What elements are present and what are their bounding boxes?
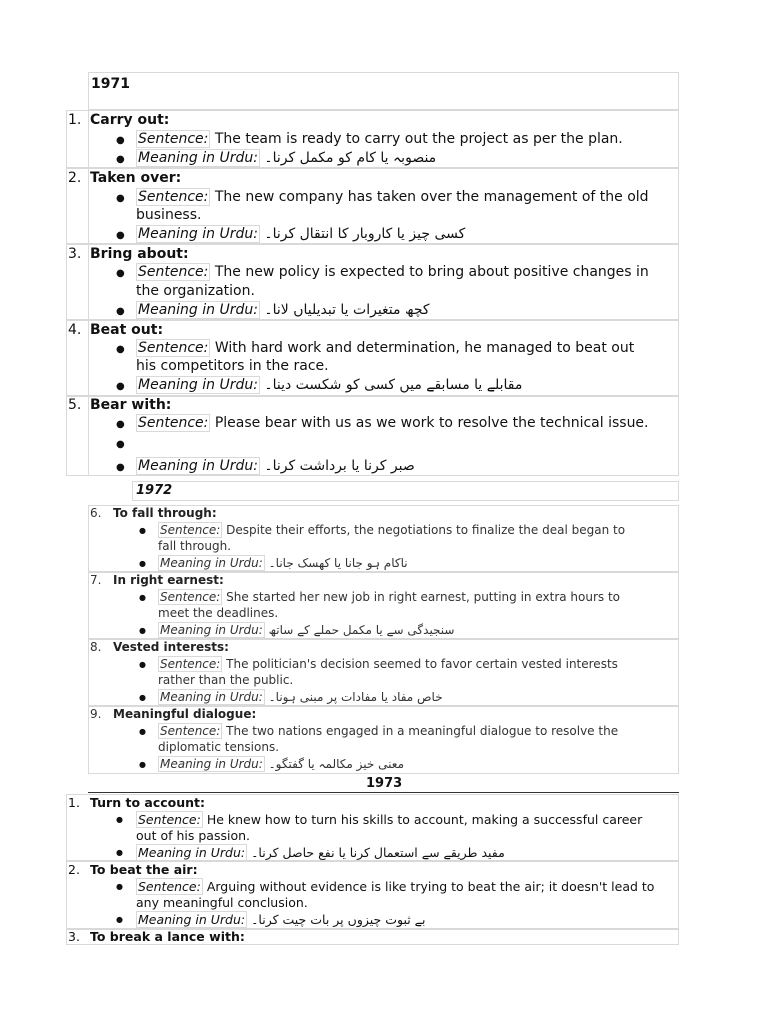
sentence-label: Sentence: [138,264,209,280]
phrase-heading: Vested interests: [113,640,229,654]
bullet: ● [116,154,125,165]
phrase-heading: Bring about: [90,246,189,262]
sentence-continuation: out of his passion. [136,828,250,843]
sentence-text: Please bear with us as we work to resolve the technical issue. [210,415,649,431]
year-heading-1971: 1971 [91,76,130,92]
sentence-continuation: fall through. [158,539,232,553]
year-heading-1973: 1973 [366,776,403,791]
meaning-text: مفید طریقے سے استعمال کرنا یا نفع حاصل کرنا۔ [247,845,505,860]
meaning-text: کسی چیز یا کاروبار کا انتقال کرنا۔ [259,226,466,242]
sentence-label: Sentence: [160,657,221,671]
item-number: 2. [68,862,80,877]
sentence-label: Sentence: [138,131,209,147]
bullet: ● [139,727,146,736]
bullet: ● [139,559,146,568]
bullet: ● [116,268,125,279]
sentence-continuation: his competitors in the race. [136,358,329,374]
meaning-text: مقابلے یا مسابقے میں کسی کو شکست دینا۔ [259,377,523,393]
sentence-text: The new company has taken over the management of the old [210,189,649,205]
phrase-heading: Turn to account: [90,795,205,810]
meaning-text: سنجیدگی سے یا مکمل حملے کے ساتھ [264,623,455,637]
meaning-line [158,623,454,637]
meaning-label: Meaning in Urdu: [138,226,258,242]
meaning-label: Meaning in Urdu: [138,912,246,927]
meaning-line [136,226,465,242]
bullet: ● [116,135,125,146]
sentence-line [158,657,618,671]
phrase-heading: To fall through: [113,506,217,520]
phrase-heading: In right earnest: [113,573,224,587]
sentence-label: Sentence: [138,340,209,356]
sentence-text: The politician's decision seemed to favor certain vested interests [222,657,618,671]
sentence-continuation: any meaningful conclusion. [136,895,308,910]
meaning-text: صبر کرنا یا برداشت کرنا۔ [259,458,415,474]
bullet: ● [116,419,125,430]
meaning-label: Meaning in Urdu: [160,690,263,704]
sentence-continuation: business. [136,207,202,223]
sentence-text: Despite their efforts, the negotiations to finalize the deal began to [222,523,626,537]
item-number: 9. [90,707,102,721]
sentence-label: Sentence: [160,724,221,738]
bullet: ● [139,626,146,635]
bullet: ● [116,193,125,204]
meaning-text: ناکام ہو جانا یا کھسک جانا۔ [264,556,408,570]
meaning-label: Meaning in Urdu: [138,377,258,393]
meaning-line [136,845,505,860]
sentence-line [158,523,625,537]
bullet: ● [116,915,123,924]
bullet: ● [116,306,125,317]
phrase-heading: To beat the air: [90,862,198,877]
sentence-label: Sentence: [138,189,209,205]
sentence-continuation: diplomatic tensions. [158,740,280,754]
item-number: 3. [68,929,80,944]
sentence-label: Sentence: [160,523,221,537]
meaning-line [136,377,522,393]
bullet: ● [116,381,125,392]
bullet: ● [116,344,125,355]
bullet: ● [139,593,146,602]
meaning-label: Meaning in Urdu: [138,150,258,166]
sentence-label: Sentence: [138,415,209,431]
meaning-text: خاص مفاد یا مفادات پر مبنی ہونا۔ [264,690,443,704]
sentence-text: He knew how to turn his skills to account, making a successful career [202,812,643,827]
sentence-line [136,879,654,894]
sentence-continuation: meet the deadlines. [158,606,279,620]
bullet: ● [116,230,125,241]
meaning-line [158,757,404,771]
meaning-label: Meaning in Urdu: [138,845,246,860]
sentence-line [136,812,642,827]
meaning-label: Meaning in Urdu: [138,458,258,474]
sentence-label: Sentence: [138,812,201,827]
item-number: 1. [68,112,82,128]
item-number: 7. [90,573,102,587]
sentence-label: Sentence: [160,590,221,604]
year-cell-1971 [88,72,679,110]
phrase-heading: To break a lance with: [90,929,245,944]
sentence-text: With hard work and determination, he managed to beat out [210,340,635,356]
section-divider [88,792,679,793]
bullet: ● [139,660,146,669]
year-cell-1972 [132,481,679,501]
sentence-line [136,131,623,147]
meaning-line [136,458,415,474]
meaning-label: Meaning in Urdu: [138,302,258,318]
meaning-text: بے ثبوت چیزوں پر بات چیت کرنا۔ [247,912,426,927]
sentence-line [136,415,649,431]
item-number: 1. [68,795,80,810]
sentence-text: She started her new job in right earnest, putting in extra hours to [222,590,621,604]
meaning-line [158,690,443,704]
bullet: ● [139,526,146,535]
sentence-text: The two nations engaged in a meaningful dialogue to resolve the [222,724,619,738]
meaning-label: Meaning in Urdu: [160,623,263,637]
meaning-text: کچھ متغیرات یا تبدیلیاں لانا۔ [259,302,430,318]
bullet: ● [116,462,125,473]
sentence-text: Arguing without evidence is like trying to beat the air; it doesn't lead to [202,879,655,894]
sentence-text: The team is ready to carry out the project as per the plan. [210,131,623,147]
bullet: ● [116,882,123,891]
meaning-line [136,912,425,927]
meaning-line [158,556,408,570]
meaning-text: معنی خیز مکالمہ یا گفتگو۔ [264,757,404,771]
bullet: ● [139,760,146,769]
year-heading-1972: 1972 [136,483,173,498]
sentence-line [136,264,649,280]
meaning-line [136,302,430,318]
item-number: 6. [90,506,102,520]
sentence-label: Sentence: [138,879,201,894]
item-number: 8. [90,640,102,654]
phrase-heading: Taken over: [90,170,182,186]
meaning-text: منصوبہ یا کام کو مکمل کرنا۔ [259,150,437,166]
bullet: ● [116,848,123,857]
bullet: ● [139,693,146,702]
sentence-continuation: rather than the public. [158,673,294,687]
meaning-line [136,150,436,166]
item-number: 2. [68,170,82,186]
sentence-continuation: the organization. [136,283,255,299]
phrase-heading: Meaningful dialogue: [113,707,257,721]
meaning-label: Meaning in Urdu: [160,556,263,570]
bullet-empty: ● [116,439,125,450]
sentence-line [136,340,634,356]
item-number: 4. [68,322,82,338]
sentence-line [158,724,618,738]
sentence-line [158,590,620,604]
sentence-text: The new policy is expected to bring about positive changes in [210,264,649,280]
phrase-heading: Beat out: [90,322,164,338]
item-number: 3. [68,246,82,262]
item-number: 5. [68,397,82,413]
meaning-label: Meaning in Urdu: [160,757,263,771]
bullet: ● [116,815,123,824]
sentence-line [136,189,649,205]
phrase-heading: Bear with: [90,397,172,413]
phrase-heading: Carry out: [90,112,170,128]
